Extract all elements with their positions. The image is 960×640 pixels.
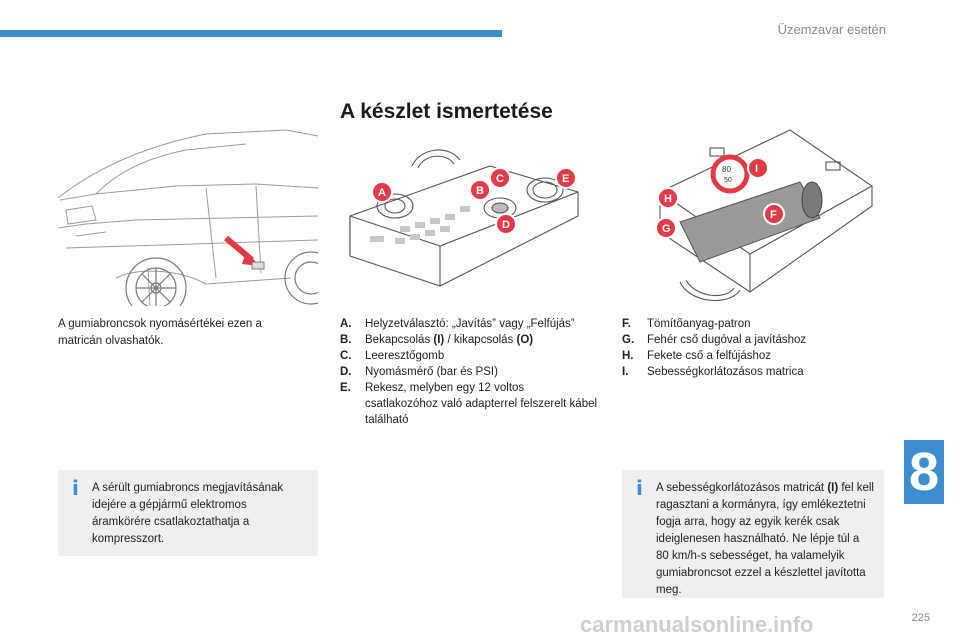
page-number: 225 bbox=[911, 612, 930, 624]
chapter-tab: 8 bbox=[904, 440, 944, 504]
watermark: carmanualsonline.info bbox=[580, 612, 814, 637]
kit-back-illustration bbox=[640, 122, 890, 306]
legend-item: A. Helyzetválasztó: „Javítás” vagy „Felfújás” bbox=[340, 318, 575, 330]
svg-text:I: I bbox=[755, 163, 759, 175]
legend-item: D. Nyomásmérő (bar és PSI) bbox=[340, 366, 498, 378]
legend-item: I. Sebességkorlátozásos matrica bbox=[622, 366, 804, 378]
svg-text:50: 50 bbox=[724, 177, 732, 184]
legend-item: G. Fehér cső dugóval a javításhoz bbox=[622, 334, 807, 346]
info-box-compressor: i A sérült gumiabroncs megjavításának idejére a gépjármű elektromos áramkörére csatlakoztathatja a kompresszort. bbox=[58, 470, 318, 556]
page-heading: A készlet ismertetése bbox=[340, 100, 553, 123]
kit-front-illustration bbox=[340, 146, 590, 306]
svg-text:F: F bbox=[770, 209, 777, 221]
legend-item: F. Tömítőanyag-patron bbox=[622, 318, 751, 330]
legend-item: C. Leeresztőgomb bbox=[340, 350, 445, 362]
svg-text:C: C bbox=[496, 173, 504, 185]
legend-item: E. Rekesz, melyben egy 12 voltos csatlakozóhoz való adapterrel felszerelt kábel található bbox=[340, 382, 598, 426]
car-illustration bbox=[56, 128, 318, 306]
section-title: Üzemzavar esetén bbox=[777, 22, 886, 37]
header-accent-bar bbox=[0, 30, 502, 37]
legend-item: B. Bekapcsolás (I) / kikapcsolás (O) bbox=[340, 334, 534, 346]
info-box-speed-sticker: i A sebességkorlátozásos matricát (I) fel kell ragasztani a kormányra, így emlékeztetni fogja arra, hogy az egyik kerék csak ideiglenesen használható. Ne lépje túl a 80 km/h-s sebességet, ha valamelyik gumiabroncsot ezzel a készlettel javította meg. bbox=[622, 470, 884, 598]
svg-text:E: E bbox=[562, 173, 570, 185]
info-icon: i bbox=[636, 476, 643, 500]
legend-kit-front bbox=[340, 316, 600, 428]
legend-item: H. Fekete cső a felfújáshoz bbox=[622, 350, 772, 362]
info-icon: i bbox=[72, 476, 79, 500]
svg-text:H: H bbox=[664, 193, 672, 205]
svg-text:B: B bbox=[476, 185, 484, 197]
pressure-sticker-caption: A gumiabroncsok nyomásértékei ezen a matricán olvashatók. bbox=[58, 318, 262, 347]
svg-text:80: 80 bbox=[722, 165, 731, 174]
legend-kit-back bbox=[622, 316, 872, 380]
svg-text:D: D bbox=[502, 219, 510, 231]
svg-text:G: G bbox=[662, 223, 671, 235]
svg-text:A: A bbox=[378, 187, 386, 199]
